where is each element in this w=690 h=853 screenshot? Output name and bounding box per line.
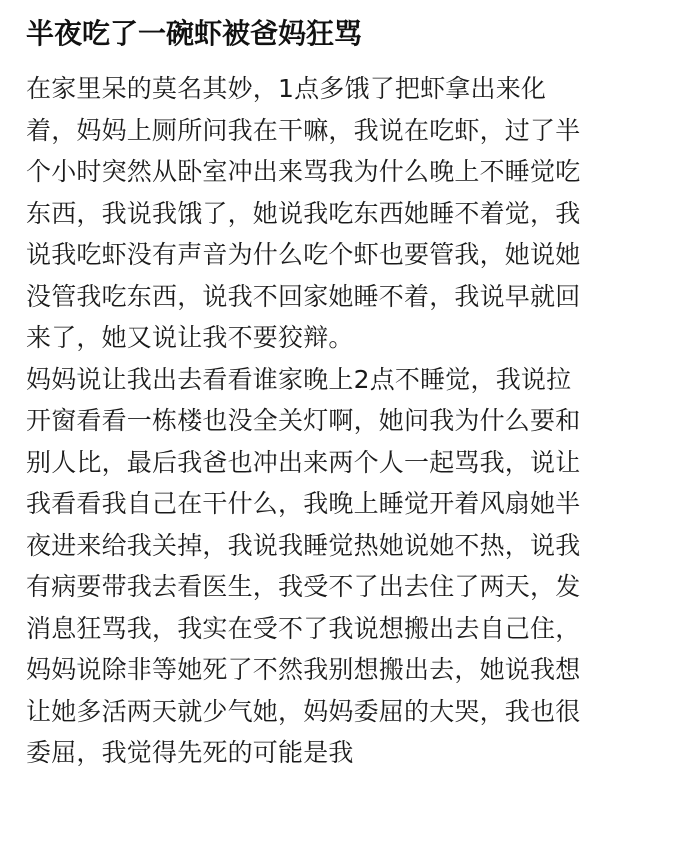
body-line: 我看看我自己在干什么，我晚上睡觉开着风扇她半 [26, 489, 581, 518]
body-line: 说我吃虾没有声音为什么吃个虾也要管我，她说她 [26, 240, 581, 269]
post [26, 12, 666, 774]
post-body [26, 68, 666, 774]
body-line: 妈妈说让我出去看看谁家晚上2点不睡觉，我说拉 [26, 364, 572, 394]
body-line: 委屈，我觉得先死的可能是我 [26, 738, 354, 767]
body-line: 没管我吃东西，说我不回家她睡不着，我说早就回 [26, 281, 581, 311]
body-line: 着，妈妈上厕所问我在干嘛，我说在吃虾，过了半 [26, 115, 581, 145]
body-line: 东西，我说我饿了，她说我吃东西她睡不着觉，我 [26, 198, 581, 228]
body-line: 来了，她又说让我不要狡辩。 [26, 323, 354, 352]
body-line: 妈妈说除非等她死了不然我别想搬出去，她说我想 [26, 655, 581, 684]
body-line: 夜进来给我关掉，我说我睡觉热她说她不热，说我 [26, 530, 581, 560]
body-line: 个小时突然从卧室冲出来骂我为什么晚上不睡觉吃 [26, 157, 581, 186]
body-line: 开窗看看一栋楼也没全关灯啊，她问我为什么要和 [26, 406, 581, 435]
body-line: 消息狂骂我，我实在受不了我说想搬出去自己住， [26, 613, 581, 643]
body-line: 在家里呆的莫名其妙，1点多饿了把虾拿出来化 [26, 74, 547, 103]
body-line: 别人比，最后我爸也冲出来两个人一起骂我，说让 [26, 447, 581, 477]
body-line: 让她多活两天就少气她，妈妈委屈的大哭，我也很 [26, 696, 581, 726]
post-title: 半夜吃了一碗虾被爸妈狂骂 [26, 17, 363, 50]
body-line: 有病要带我去看医生，我受不了出去住了两天，发 [26, 572, 581, 601]
